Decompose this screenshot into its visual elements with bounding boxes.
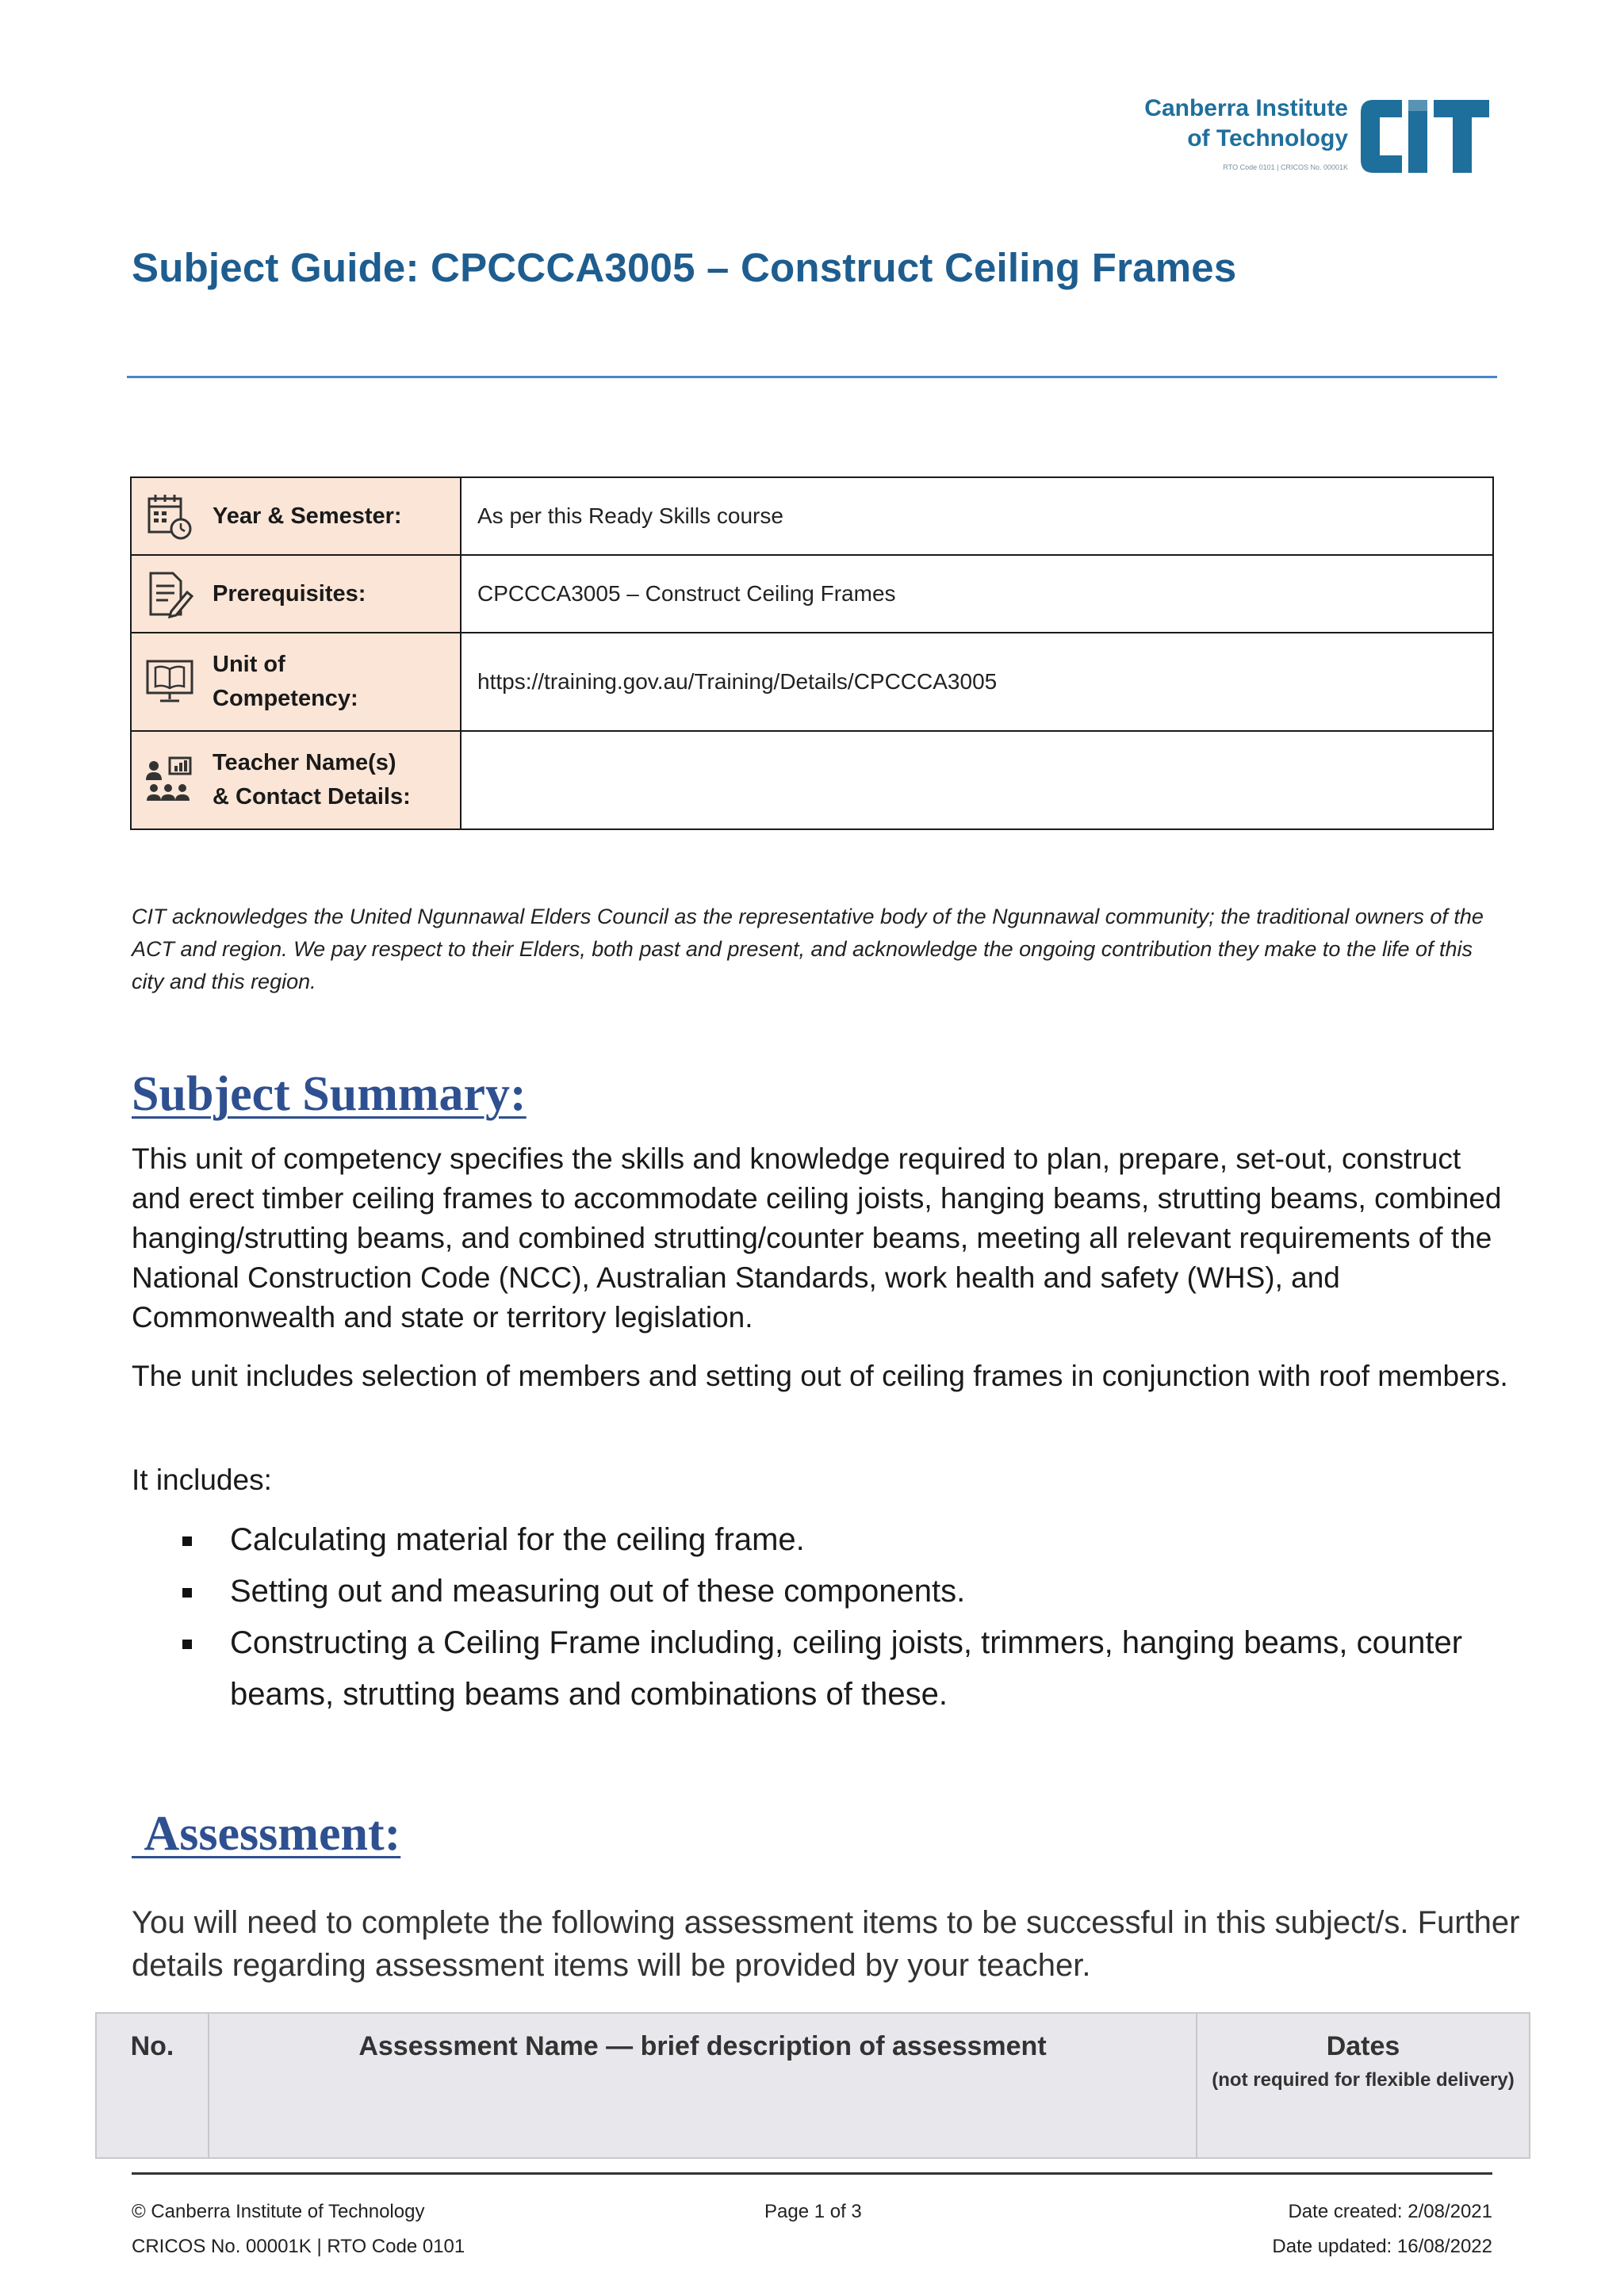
cit-logo-mark-icon <box>1358 95 1491 178</box>
info-label-unit-line2: Competency: <box>213 686 358 711</box>
bullet-text: Constructing a Ceiling Frame including, ceiling joists, trimmers, hanging beams, counter beams, strutting beams and combinations of these. <box>230 1625 1463 1712</box>
col-header-no: No. <box>96 2013 209 2158</box>
assessment-heading <box>132 1806 400 1862</box>
info-row-teacher <box>131 731 1493 829</box>
info-label-cell <box>131 633 461 731</box>
subject-summary-heading: Subject Summary: <box>132 1067 527 1121</box>
logo-subline: RTO Code 0101 | CRICOS No. 00001K <box>1223 163 1348 171</box>
col-header-dates-label: Dates <box>1326 2031 1400 2061</box>
info-label-cell <box>131 731 461 829</box>
list-item <box>179 1566 1511 1617</box>
assessment-paragraph: You will need to complete the following assessment items to be successful in this subject/s. Further details regarding assessment items will be provided by your teacher. <box>132 1905 1520 1983</box>
bullet-text: Calculating material for the ceiling frame. <box>230 1522 805 1557</box>
info-label-teacher-line1: Teacher Name(s) <box>213 750 396 775</box>
summary-bullet-list <box>179 1514 1511 1720</box>
assessment-table <box>95 2012 1530 2159</box>
bullet-text: Setting out and measuring out of these components. <box>230 1574 966 1609</box>
footer-date-created: Date created: 2/08/2021 <box>1288 2201 1492 2222</box>
info-label-year: Year & Semester: <box>213 503 402 529</box>
col-header-dates <box>1197 2013 1530 2158</box>
assessment-table-header <box>96 2013 1530 2158</box>
info-label-unit-line1: Unit of <box>213 652 285 677</box>
footer-cricos: CRICOS No. 00001K | RTO Code 0101 <box>132 2236 465 2257</box>
info-label-cell <box>131 555 461 633</box>
bullet-square-icon <box>182 1536 192 1546</box>
document-pen-icon <box>144 568 195 619</box>
bullet-square-icon <box>182 1588 192 1598</box>
info-row-prerequisites <box>131 555 1493 633</box>
footer-page-number: Page 1 of 3 <box>764 2201 862 2222</box>
info-label-unit <box>213 648 358 716</box>
cit-logo <box>1110 94 1491 181</box>
subject-info-table <box>130 476 1494 830</box>
logo-line2: of Technology <box>1187 125 1348 151</box>
list-item <box>179 1617 1511 1720</box>
info-label-teacher <box>213 746 411 814</box>
info-row-unit <box>131 633 1493 731</box>
page-title: Subject Guide: CPCCCA3005 – Construct Ceiling Frames <box>132 245 1237 290</box>
info-label-cell <box>131 477 461 555</box>
footer-date-updated: Date updated: 16/08/2022 <box>1272 2236 1492 2257</box>
monitor-book-icon <box>144 656 195 707</box>
info-row-year <box>131 477 1493 555</box>
list-item <box>179 1514 1511 1566</box>
col-header-dates-note: (not required for flexible delivery) <box>1212 2069 1515 2091</box>
bullet-square-icon <box>182 1640 192 1649</box>
col-header-name: Assessment Name — brief description of assessment <box>209 2013 1197 2158</box>
acknowledgement-of-country: CIT acknowledges the United Ngunnawal Elders Council as the representative body of the Ngunnawal community; the traditional owners of the ACT and region. We pay respect to their Elders, both past and present, and acknowledge the ongoing contribution they make to the life of this city and this region. <box>132 905 1484 993</box>
title-divider <box>127 376 1497 378</box>
info-value-teacher <box>461 731 1493 829</box>
teacher-class-icon <box>144 755 195 806</box>
footer-copyright: © Canberra Institute of Technology <box>132 2201 425 2222</box>
summary-paragraph-1: This unit of competency specifies the skills and knowledge required to plan, prepare, set-out, construct and erect timber ceiling frames to accommodate ceiling joists, hanging beams, strutting beams, combined hanging/strutting beams, and combined strutting/counter beams, meeting all relevant requirements of the National Construction Code (NCC), Australian Standards, work health and safety (WHS), and Commonwealth and state or territory legislation. <box>132 1142 1502 1334</box>
logo-wordmark <box>1144 94 1348 154</box>
info-value-year: As per this Ready Skills course <box>461 477 1493 555</box>
logo-line1: Canberra Institute <box>1144 95 1348 121</box>
info-label-teacher-line2: & Contact Details: <box>213 784 411 809</box>
calendar-clock-icon <box>144 491 195 541</box>
summary-paragraph-2: The unit includes selection of members and setting out of ceiling frames in conjunction with roof members. <box>132 1360 1508 1392</box>
assessment-heading-text: Assessment: <box>144 1807 401 1861</box>
info-value-unit[interactable]: https://training.gov.au/Training/Details/CPCCCA3005 <box>461 633 1493 731</box>
footer-divider <box>132 2172 1492 2175</box>
info-value-prerequisites: CPCCCA3005 – Construct Ceiling Frames <box>461 555 1493 633</box>
summary-intro: It includes: <box>132 1464 272 1496</box>
info-label-prerequisites: Prerequisites: <box>213 580 366 607</box>
